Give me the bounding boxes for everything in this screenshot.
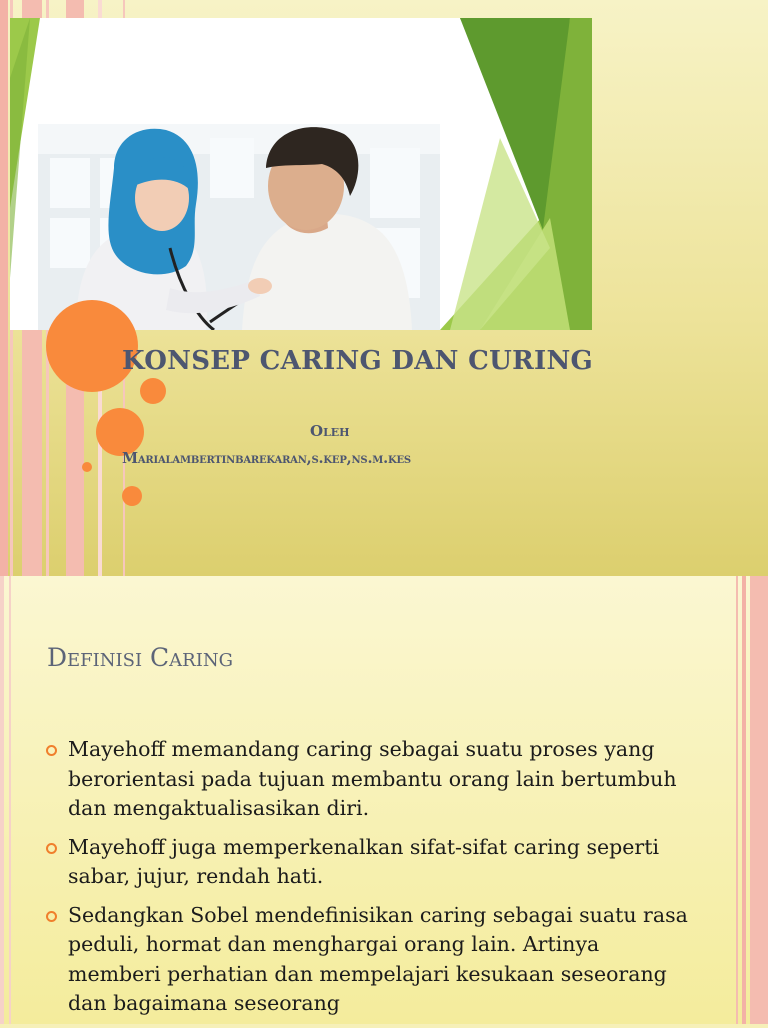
decor-dot-small-2 (122, 486, 142, 506)
list-item (46, 833, 696, 892)
slide-title: KONSEP CARING DAN CURING (122, 346, 594, 376)
list-item (46, 735, 696, 824)
decor-dot-small (140, 378, 166, 404)
right-stripe-3 (750, 576, 768, 1024)
bullet-ring-icon (46, 745, 57, 756)
left-edge-stripe-2 (9, 576, 11, 1024)
right-stripe-2 (742, 576, 746, 1024)
bullet-text: Mayehoff juga memperkenalkan sifat-sifat caring seperti sabar, jujur, rendah hati. (68, 834, 660, 888)
decor-dot-medium (96, 408, 144, 456)
nurse-patient-illustration (10, 18, 592, 330)
bullet-text: Mayehoff memandang caring sebagai suatu proses yang berorientasi pada tujuan membantu orang lain bertumbuh dan mengaktualisasikan diri. (68, 737, 677, 820)
author-prefix: Oleh (310, 422, 350, 440)
section-heading: Definisi Caring (47, 643, 233, 672)
right-stripe-1 (736, 576, 738, 1024)
decor-dot-tiny (82, 462, 92, 472)
bullet-ring-icon (46, 911, 57, 922)
left-stripe-1 (0, 0, 8, 576)
bullet-ring-icon (46, 843, 57, 854)
bullet-text: Sedangkan Sobel mendefinisikan caring sebagai suatu rasa peduli, hormat dan menghargai orang lain. Artinya memberi perhatian dan mempelajari kesukaan seseorang dan bagaimana seseorang (68, 902, 688, 1015)
bullet-list (46, 735, 696, 1028)
hero-photo (10, 18, 592, 330)
list-item (46, 901, 696, 1019)
author-name: Marialambertinbarekaran,s.kep,ns.m.kes (122, 450, 411, 467)
left-edge-stripe (0, 576, 4, 1024)
